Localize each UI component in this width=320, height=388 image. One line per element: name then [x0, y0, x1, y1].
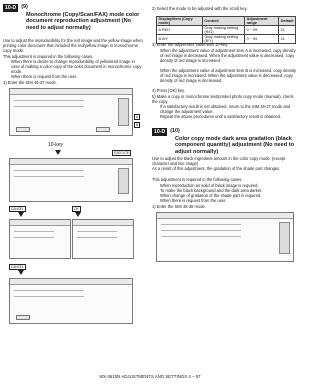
- screen-line: [14, 100, 84, 101]
- screen-titlebar: [10, 159, 132, 165]
- table-row: [157, 26, 296, 35]
- bullet-2: When there is request from the user.: [11, 74, 78, 79]
- cell-range: 0 ~ 99: [245, 35, 279, 44]
- section-title: Monochrome (Copy/Scan/FAX) mode color document reproduction adjustment (No need to adjust normally): [26, 12, 140, 31]
- sim-screen-1: [9, 88, 133, 136]
- callout-a: A: [136, 115, 139, 119]
- section-number: (10): [170, 128, 180, 134]
- cell-content: Gray making setting (R/G): [202, 26, 244, 35]
- intro-text: Use to adjust the black ingredient amount in the color copy mode. (except character and line image): [152, 156, 286, 166]
- table-header-row: [157, 17, 296, 26]
- execute-label: EXECUTE: [114, 151, 130, 155]
- screen-line: [14, 296, 84, 297]
- tenkey-label: 10-key: [48, 142, 64, 148]
- screen-titlebar: [157, 213, 293, 219]
- screen-line: [161, 230, 241, 231]
- cancel-button[interactable]: [16, 315, 30, 320]
- cell-default: 21: [279, 26, 296, 35]
- section-tag: 10-D: [154, 129, 166, 135]
- bullet-1: When reproduction as solid of black image is required.: [160, 183, 259, 188]
- sim-screen-3: [9, 219, 71, 259]
- page-footer: MX-3610N ADJUSTMENTS AND SETTINGS 4 – 57: [99, 374, 201, 379]
- bullet-4: When there is request from the user.: [160, 198, 227, 203]
- screen-line: [14, 176, 84, 177]
- cancel-label: CANCEL: [11, 207, 24, 211]
- section-header-10: [152, 128, 180, 136]
- step-4: 4) Press [OK] key.: [152, 88, 185, 93]
- step-5-b: If a satisfactory result is not obtained, return to the SIM 46-37 mode and change the adjustment value.: [160, 104, 291, 114]
- required-text: This adjustment is required in the following cases.: [152, 177, 243, 182]
- sim-screen-2: [9, 158, 133, 202]
- col-header-content: Content: [202, 17, 244, 26]
- step-5-c: Repeat the above procedures until a satisfactory result is obtained.: [160, 114, 282, 119]
- cancel-button[interactable]: [16, 127, 30, 132]
- cell-default: 21: [279, 35, 296, 44]
- screen-line: [14, 290, 84, 291]
- scroll-key-panel[interactable]: [279, 222, 290, 254]
- screen-titlebar: [10, 89, 132, 95]
- step-2: 2) Select the mode to be adjusted with the scroll key.: [152, 6, 248, 11]
- section-number: (9): [21, 4, 28, 10]
- ok-label: OK: [74, 207, 79, 211]
- section-title: Color copy mode dark area gradation (black component quantity) adjustment (No need to adjust normally): [175, 136, 295, 155]
- ok-button[interactable]: [96, 127, 110, 132]
- section-tag: 10-D: [5, 5, 17, 11]
- step-5: 5) Make a copy in monochrome text/printed photo copy mode (manual), check the copy.: [152, 94, 294, 104]
- required-text: This adjustment is required in the following cases.: [3, 54, 94, 59]
- sim-screen-6: [156, 212, 294, 262]
- section-header-9: [3, 4, 28, 12]
- step-3-b: When the adjustment value of adjustment item B is increased, copy density of red image is increased. When the adjustment value is decreased, copy density of red image is decreased.: [160, 68, 297, 83]
- intro-text-b: As a result of this adjustment, the gradation of the shade part changes.: [152, 166, 281, 171]
- col-header-display: Display/Item (Copy mode): [157, 17, 203, 26]
- intro-text: Use to adjust the reproducibility for the red image and the yellow image when printing color document that included the red/yellow image in monochrome copy mode.: [3, 38, 143, 53]
- screen-titlebar: [73, 220, 133, 226]
- adjustment-table: [156, 16, 296, 44]
- screen-titlebar: [10, 220, 70, 226]
- screen-line: [14, 237, 54, 238]
- bullet-1: When there is desire to change reproducibility of yellow/red image in case of making a color copy of the color document in monochrome copy mode.: [11, 59, 142, 74]
- down-arrow-icon: [55, 150, 61, 155]
- screen-line: [14, 170, 84, 171]
- down-arrow-icon: [18, 270, 24, 275]
- cell-content: Gray making setting (B/Y): [202, 35, 244, 44]
- scroll-key-panel[interactable]: [118, 168, 129, 194]
- screen-line: [161, 224, 241, 225]
- cancel-label-2: CANCEL: [11, 265, 24, 269]
- step-1: 1) Enter the SIM 46-38 mode.: [152, 204, 206, 209]
- screen-line: [77, 237, 117, 238]
- bullet-3: When change of gradation of the shade part is required.: [160, 193, 262, 198]
- step-3: 3) Enter the adjustment value with 10-key.: [152, 42, 229, 47]
- cell-range: 0 ~ 99: [245, 26, 279, 35]
- screen-line: [14, 231, 54, 232]
- down-arrow-icon: [18, 212, 24, 217]
- cell-display: A RED: [157, 26, 203, 35]
- step-1: 1) Enter the SIM 46-37 mode.: [3, 80, 57, 85]
- screen-titlebar: [10, 279, 132, 285]
- sim-screen-4: [72, 219, 134, 259]
- step-3-a: When the adjustment value of adjustment item A is increased, copy density of red image is decreased. When the adjustment value is decreased, copy density of red image is increased.: [160, 48, 296, 63]
- sim-screen-5: [9, 278, 133, 324]
- col-header-default: Default: [279, 17, 296, 26]
- screen-line: [161, 236, 241, 237]
- screen-line: [77, 231, 117, 232]
- cell-display: B B/Y: [157, 35, 203, 44]
- screen-line: [14, 106, 84, 107]
- col-header-range: Adjustment range: [245, 17, 279, 26]
- callout-b: B: [136, 123, 139, 127]
- scroll-key-panel[interactable]: [118, 98, 129, 126]
- bullet-2: To make the black background and the dark area darker.: [160, 188, 263, 193]
- down-arrow-icon: [75, 212, 81, 217]
